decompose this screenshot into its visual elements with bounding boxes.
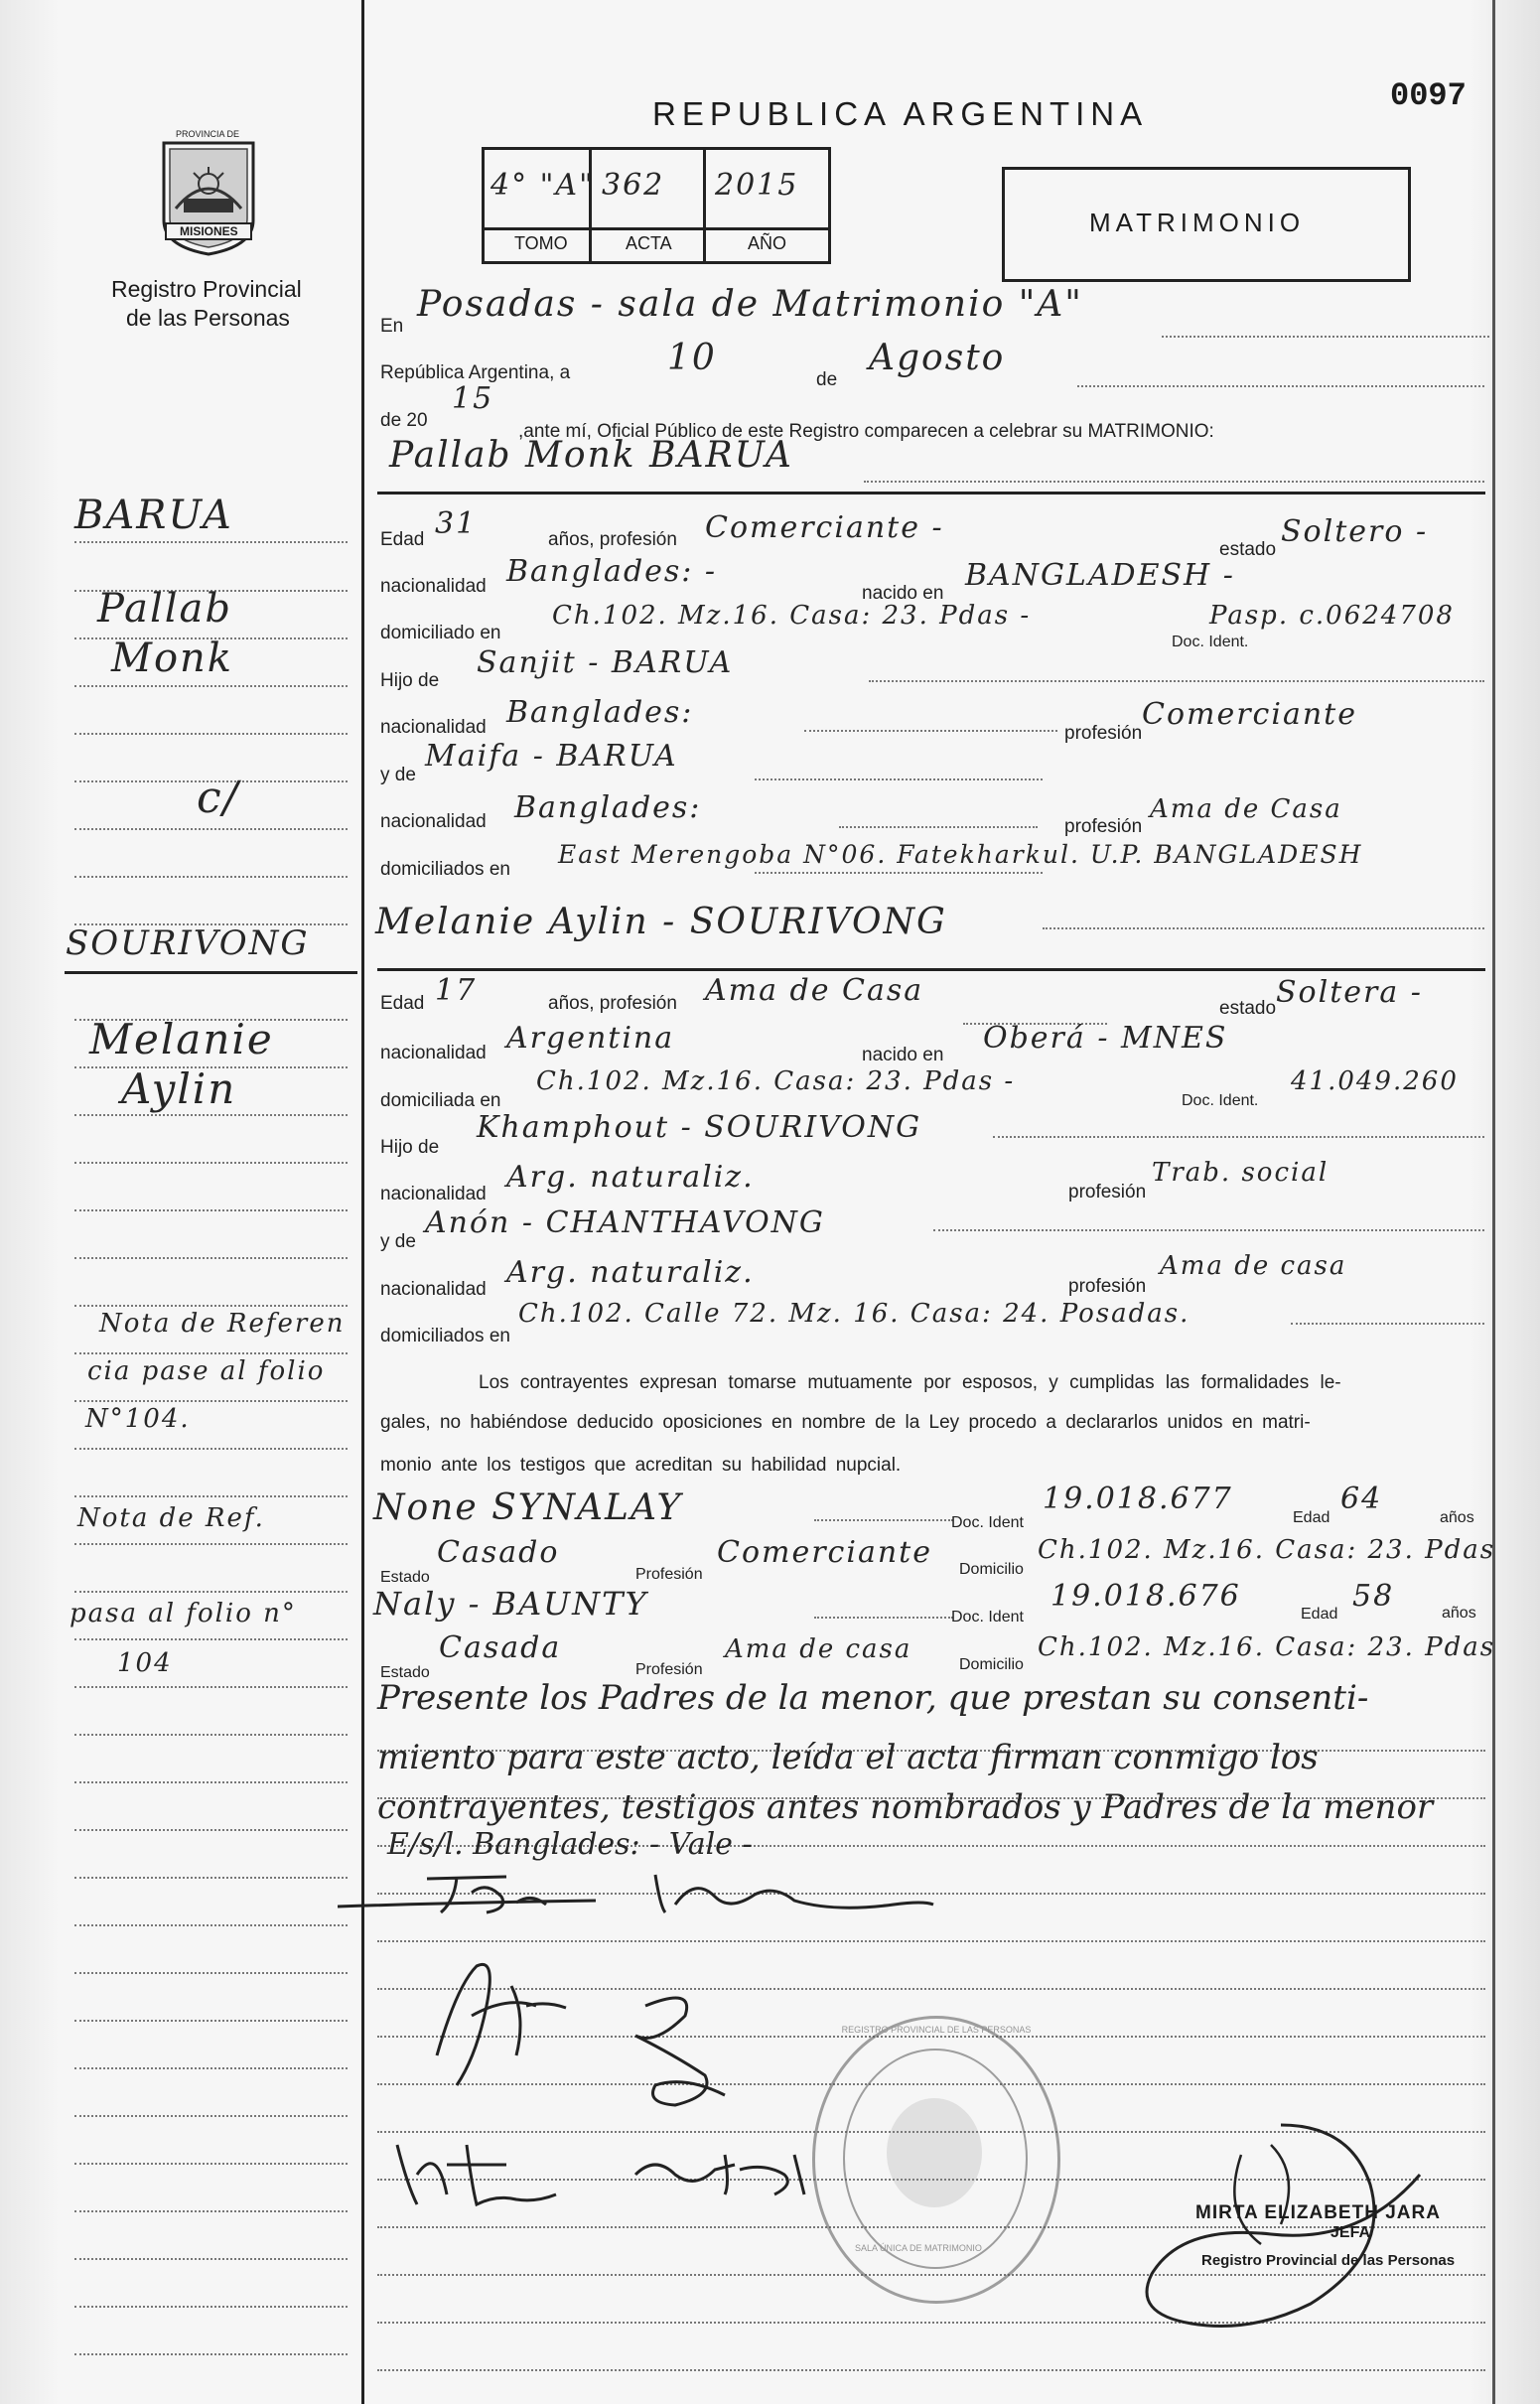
mother-signature (626, 2135, 824, 2214)
official-title: JEFA (1330, 2224, 1371, 2241)
margin-note2-line2: pasa al folio n° (70, 1599, 297, 1628)
bride-anios-profesion: años, profesión (548, 993, 677, 1014)
ceremony-line1: Los contrayentes expresan tomarse mutuamente por esposos, y cumplidas las formalidades le- (479, 1372, 1341, 1393)
margin-note2-line3: 104 (117, 1648, 173, 1678)
witness1-doc-label: Doc. Ident (951, 1514, 1024, 1531)
margin-note2-line1: Nota de Ref. (77, 1503, 265, 1533)
groom-dom-padres: East Merengoba N°06. Fatekharkul. U.P. BANGLADESH (558, 840, 1363, 869)
month-value: Agosto (869, 338, 1006, 378)
bride-estado: Soltera - (1276, 975, 1423, 1010)
groom-estado: Soltero - (1281, 514, 1429, 549)
groom-edad-label: Edad (380, 529, 425, 550)
bride-prof-madre-label: profesión (1068, 1276, 1147, 1297)
witness2-domicilio: Ch.102. Mz.16. Casa: 23. Pdas (1038, 1632, 1496, 1662)
groom-prof-madre-label: profesión (1064, 816, 1143, 837)
witness2-doc-label: Doc. Ident (951, 1609, 1024, 1626)
margin-bride-name2: Aylin (121, 1064, 237, 1113)
groom-y-de-label: y de (380, 765, 416, 785)
witness2-doc: 19.018.676 (1050, 1579, 1241, 1614)
year-suffix: 15 (452, 381, 494, 416)
witness1-edad-label: Edad (1293, 1509, 1330, 1526)
father-signature (387, 2125, 566, 2214)
groom-doc-label: Doc. Ident. (1172, 634, 1249, 650)
bride-doc-label: Doc. Ident. (1182, 1092, 1259, 1109)
groom-prof-padre-label: profesión (1064, 723, 1143, 744)
margin-groom-surname: BARUA (74, 493, 233, 538)
margin-note1-line3: N°104. (85, 1404, 191, 1434)
registry-round-stamp (812, 2016, 1060, 2304)
witness1-profesion: Comerciante (717, 1535, 932, 1570)
groom-nac-padre: Banglades: (506, 695, 694, 730)
witness1-domicilio-label: Domicilio (959, 1561, 1024, 1578)
witness2-profesion: Ama de casa (725, 1634, 912, 1664)
witness2-domicilio-label: Domicilio (959, 1656, 1024, 1673)
bride-nacido: Oberá - MNES (983, 1021, 1228, 1056)
bride-prof-padre-label: profesión (1068, 1182, 1147, 1202)
bride-nacionalidad: Argentina (506, 1021, 675, 1056)
record-number-box (482, 147, 831, 264)
margin-groom-name1: Pallab (97, 586, 233, 632)
margin-note1-line2: cia pase al folio (87, 1356, 326, 1386)
groom-nac-madre-label: nacionalidad (380, 811, 487, 832)
bride-full-name: Melanie Aylin - SOURIVONG (375, 902, 947, 942)
en-label: En (380, 316, 404, 337)
groom-domiciliado-label: domiciliado en (380, 623, 501, 643)
groom-nacionalidad-label: nacionalidad (380, 576, 487, 597)
bride-dom-padres-label: domiciliados en (380, 1326, 510, 1346)
witness2-anios-label: años (1442, 1605, 1476, 1622)
remarks-line2: miento para este acto, leída el acta firman conmigo los (377, 1738, 1319, 1777)
bride-prof-padre: Trab. social (1152, 1158, 1330, 1188)
bride-estado-label: estado (1219, 998, 1277, 1019)
witness1-name: None SYNALAY (373, 1487, 683, 1528)
groom-domicilio: Ch.102. Mz.16. Casa: 23. Pdas - (552, 601, 1032, 631)
stamp-outer-text: REGISTRO PROVINCIAL DE LAS PERSONAS (841, 2025, 1032, 2035)
bride-domicilio: Ch.102. Mz.16. Casa: 23. Pdas - (536, 1066, 1016, 1096)
groom-dom-padres-label: domiciliados en (380, 859, 510, 880)
bride-nac-padre: Arg. naturaliz. (506, 1160, 755, 1195)
acta-value: 362 (602, 168, 665, 203)
witness1-profesion-label: Profesión (635, 1566, 703, 1583)
groom-nac-padre-label: nacionalidad (380, 717, 487, 738)
year-prefix: de 20 (380, 410, 428, 431)
tomo-label: TOMO (514, 233, 568, 253)
witness2-edad-label: Edad (1301, 1606, 1338, 1623)
bride-nacido-label: nacido en (862, 1045, 944, 1065)
remarks-line1: Presente los Padres de la menor, que prestan su consenti- (377, 1678, 1369, 1718)
groom-profesion: Comerciante - (705, 510, 944, 545)
groom-padre: Sanjit - BARUA (477, 645, 734, 680)
bride-dom-padres: Ch.102. Calle 72. Mz. 16. Casa: 24. Posadas. (518, 1299, 1190, 1329)
margin-divider-line (361, 0, 364, 2404)
official-name: MIRTA ELIZABETH JARA (1195, 2202, 1441, 2223)
day-value: 10 (667, 338, 717, 378)
province-seal (156, 129, 261, 258)
intro-text: ,ante mí, Oficial Público de este Registro comparecen a celebrar su MATRIMONIO: (518, 421, 1214, 442)
bride-madre: Anón - CHANTHAVONG (425, 1205, 825, 1240)
witness1-domicilio: Ch.102. Mz.16. Casa: 23. Pdas (1038, 1535, 1496, 1565)
bride-prof-madre: Ama de casa (1160, 1251, 1347, 1281)
bride-domiciliada-label: domiciliada en (380, 1090, 501, 1111)
groom-estado-label: estado (1219, 539, 1277, 560)
remarks-line4: E/s/l. Banglades: - Vale - (387, 1827, 753, 1862)
bride-hijo-label: Hijo de (380, 1137, 440, 1158)
ceremony-line3: monio ante los testigos que acreditan su habilidad nupcial. (380, 1455, 902, 1476)
bride-nacionalidad-label: nacionalidad (380, 1043, 487, 1063)
witness1-doc: 19.018.677 (1043, 1482, 1233, 1516)
groom-prof-madre: Ama de Casa (1150, 794, 1342, 824)
groom-anios-profesion: años, profesión (548, 529, 677, 550)
official-office: Registro Provincial de las Personas (1201, 2252, 1456, 2269)
witness1-estado: Casado (437, 1535, 560, 1570)
remarks-line3: contrayentes, testigos antes nombrados y Padres de la menor (377, 1787, 1434, 1827)
margin-conj: c/ (197, 773, 240, 823)
bride-doc: 41.049.260 (1291, 1066, 1459, 1096)
witness2-signature (616, 1986, 745, 2115)
right-border-line (1492, 0, 1495, 2404)
margin-bride-surname: SOURIVONG (66, 923, 310, 963)
seal-bottom-text: MISIONES (180, 224, 238, 238)
groom-hijo-label: Hijo de (380, 670, 440, 691)
bride-nac-madre: Arg. naturaliz. (506, 1255, 755, 1290)
witness1-estado-label: Estado (380, 1569, 430, 1586)
groom-signature (338, 1857, 953, 1926)
anio-value: 2015 (715, 168, 799, 203)
official-signature (1122, 2115, 1450, 2343)
margin-bride-name1: Melanie (89, 1015, 274, 1063)
witness2-name: Naly - BAUNTY (373, 1585, 648, 1623)
bride-edad-label: Edad (380, 993, 425, 1014)
document-type-box (1002, 167, 1411, 282)
acta-label: ACTA (626, 233, 672, 253)
witness1-anios-label: años (1440, 1509, 1474, 1526)
groom-doc: Pasp. c.0624708 (1209, 601, 1455, 631)
witness2-estado-label: Estado (380, 1664, 430, 1681)
margin-groom-name2: Monk (111, 636, 234, 681)
groom-nacionalidad: Banglades: - (506, 554, 718, 589)
bride-nac-padre-label: nacionalidad (380, 1184, 487, 1204)
bride-nac-madre-label: nacionalidad (380, 1279, 487, 1300)
bride-edad: 17 (435, 973, 478, 1008)
stamp-inner-text: SALA ÚNICA DE MATRIMONIO (855, 2243, 982, 2253)
witness1-edad: 64 (1340, 1482, 1383, 1516)
groom-edad: 31 (435, 506, 478, 541)
witness1-signature (417, 1946, 635, 2095)
bride-y-de-label: y de (380, 1231, 416, 1252)
bride-padre: Khamphout - SOURIVONG (477, 1110, 922, 1145)
groom-nacido: BANGLADESH - (965, 558, 1235, 593)
republica-label: República Argentina, a (380, 362, 571, 383)
witness2-edad: 58 (1352, 1579, 1395, 1614)
de-label: de (816, 369, 838, 390)
registry-name-line2: de las Personas (126, 305, 290, 331)
folio-number: 0097 (1390, 77, 1467, 114)
groom-prof-padre: Comerciante (1142, 697, 1357, 732)
document-type: MATRIMONIO (1089, 208, 1306, 237)
tomo-value: 4° "A" (490, 168, 595, 203)
groom-nacido-label: nacido en (862, 583, 944, 604)
witness2-profesion-label: Profesión (635, 1661, 703, 1678)
groom-nac-madre: Banglades: (514, 790, 702, 825)
anio-label: AÑO (748, 233, 787, 253)
groom-madre: Maifa - BARUA (425, 739, 678, 774)
seal-top-text: PROVINCIA DE (176, 129, 240, 139)
country-title: REPUBLICA ARGENTINA (652, 95, 1149, 132)
witness2-estado: Casada (439, 1630, 562, 1665)
ceremony-line2: gales, no habiéndose deducido oposiciones en nombre de la Ley procedo a declararlos unidos en matri- (380, 1412, 1311, 1433)
margin-note1-line1: Nota de Referen (99, 1309, 346, 1339)
groom-full-name: Pallab Monk BARUA (389, 435, 793, 476)
registry-name-line1: Registro Provincial (111, 276, 302, 302)
bride-profesion: Ama de Casa (705, 973, 924, 1008)
place-value: Posadas - sala de Matrimonio "A" (417, 284, 1083, 325)
